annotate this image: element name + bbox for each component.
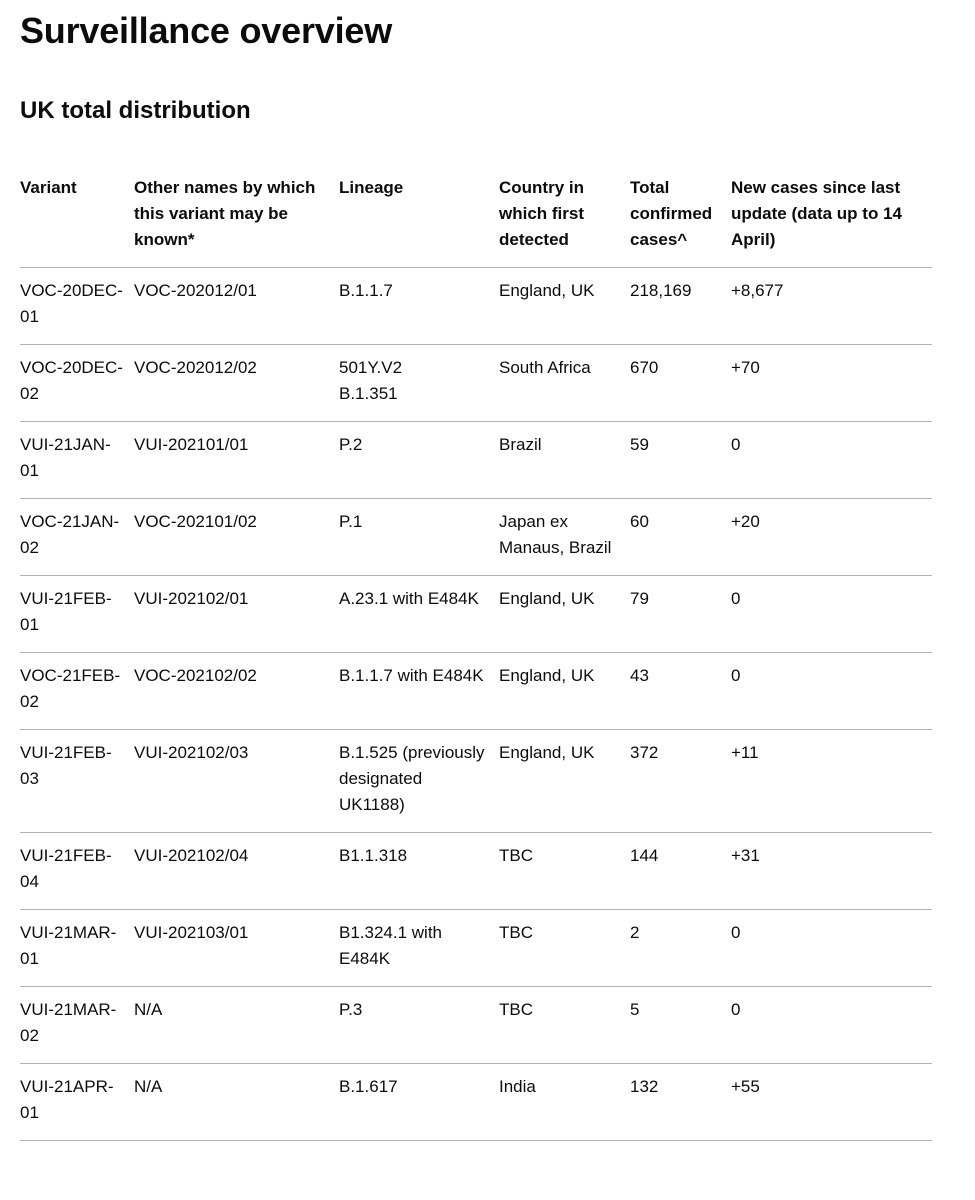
cell-total-cases: 5 <box>630 987 731 1064</box>
cell-country: England, UK <box>499 730 630 833</box>
page-title: Surveillance overview <box>20 10 393 51</box>
cell-new-cases: 0 <box>731 987 932 1064</box>
cell-other-names: VUI-202102/04 <box>134 833 339 910</box>
cell-lineage: P.3 <box>339 987 499 1064</box>
cell-other-names: VOC-202012/01 <box>134 268 339 345</box>
cell-variant: VOC-20DEC-02 <box>20 345 134 422</box>
cell-total-cases: 372 <box>630 730 731 833</box>
table-row <box>20 833 932 910</box>
cell-total-cases: 2 <box>630 910 731 987</box>
cell-lineage: B.1.525 (previously designated UK1188) <box>339 730 499 833</box>
variant-distribution-table <box>20 175 932 1141</box>
table-header <box>20 175 932 268</box>
cell-new-cases: +70 <box>731 345 932 422</box>
cell-country: South Africa <box>499 345 630 422</box>
cell-lineage: B.1.1.7 <box>339 268 499 345</box>
cell-country: Japan ex Manaus, Brazil <box>499 499 630 576</box>
cell-new-cases: +20 <box>731 499 932 576</box>
cell-country: England, UK <box>499 576 630 653</box>
table-row <box>20 730 932 833</box>
table-row <box>20 345 932 422</box>
cell-variant: VUI-21MAR-01 <box>20 910 134 987</box>
section-title: UK total distribution <box>20 97 251 124</box>
cell-new-cases: +11 <box>731 730 932 833</box>
table-row <box>20 987 932 1064</box>
cell-new-cases: 0 <box>731 910 932 987</box>
cell-lineage: B1.1.318 <box>339 833 499 910</box>
cell-lineage: B1.324.1 with E484K <box>339 910 499 987</box>
cell-other-names: VUI-202102/01 <box>134 576 339 653</box>
cell-variant: VOC-21JAN-02 <box>20 499 134 576</box>
cell-country: England, UK <box>499 268 630 345</box>
cell-other-names: VUI-202102/03 <box>134 730 339 833</box>
cell-total-cases: 144 <box>630 833 731 910</box>
cell-new-cases: 0 <box>731 422 932 499</box>
cell-country: Brazil <box>499 422 630 499</box>
table-row <box>20 1064 932 1141</box>
cell-other-names: N/A <box>134 1064 339 1141</box>
cell-other-names: VOC-202012/02 <box>134 345 339 422</box>
cell-total-cases: 79 <box>630 576 731 653</box>
cell-variant: VUI-21FEB-01 <box>20 576 134 653</box>
cell-lineage: B.1.1.7 with E484K <box>339 653 499 730</box>
table-row <box>20 499 932 576</box>
column-header-other-names: Other names by which this variant may be known* <box>134 175 339 268</box>
column-header-variant: Variant <box>20 175 134 268</box>
cell-total-cases: 43 <box>630 653 731 730</box>
cell-variant: VUI-21JAN-01 <box>20 422 134 499</box>
cell-new-cases: +8,677 <box>731 268 932 345</box>
column-header-lineage: Lineage <box>339 175 499 268</box>
cell-lineage: B.1.617 <box>339 1064 499 1141</box>
cell-country: India <box>499 1064 630 1141</box>
table-row <box>20 422 932 499</box>
cell-new-cases: 0 <box>731 576 932 653</box>
table-row <box>20 910 932 987</box>
cell-other-names: VOC-202101/02 <box>134 499 339 576</box>
table-row <box>20 576 932 653</box>
cell-total-cases: 59 <box>630 422 731 499</box>
cell-lineage: P.1 <box>339 499 499 576</box>
cell-variant: VOC-21FEB-02 <box>20 653 134 730</box>
cell-country: England, UK <box>499 653 630 730</box>
cell-lineage: P.2 <box>339 422 499 499</box>
cell-variant: VOC-20DEC-01 <box>20 268 134 345</box>
table-row <box>20 268 932 345</box>
column-header-country: Country in which first detected <box>499 175 630 268</box>
cell-variant: VUI-21FEB-04 <box>20 833 134 910</box>
column-header-new-cases: New cases since last update (data up to 14 April) <box>731 175 932 268</box>
cell-total-cases: 60 <box>630 499 731 576</box>
cell-new-cases: +31 <box>731 833 932 910</box>
table-body <box>20 268 932 1141</box>
table-header-row <box>20 175 932 268</box>
cell-country: TBC <box>499 987 630 1064</box>
cell-total-cases: 132 <box>630 1064 731 1141</box>
cell-variant: VUI-21FEB-03 <box>20 730 134 833</box>
cell-total-cases: 670 <box>630 345 731 422</box>
column-header-total-cases: Total confirmed cases^ <box>630 175 731 268</box>
cell-new-cases: +55 <box>731 1064 932 1141</box>
cell-new-cases: 0 <box>731 653 932 730</box>
cell-lineage: A.23.1 with E484K <box>339 576 499 653</box>
cell-country: TBC <box>499 910 630 987</box>
cell-other-names: VUI-202103/01 <box>134 910 339 987</box>
cell-other-names: VUI-202101/01 <box>134 422 339 499</box>
cell-lineage: 501Y.V2 B.1.351 <box>339 345 499 422</box>
cell-other-names: N/A <box>134 987 339 1064</box>
cell-variant: VUI-21APR-01 <box>20 1064 134 1141</box>
table-row <box>20 653 932 730</box>
cell-other-names: VOC-202102/02 <box>134 653 339 730</box>
cell-country: TBC <box>499 833 630 910</box>
cell-total-cases: 218,169 <box>630 268 731 345</box>
cell-variant: VUI-21MAR-02 <box>20 987 134 1064</box>
